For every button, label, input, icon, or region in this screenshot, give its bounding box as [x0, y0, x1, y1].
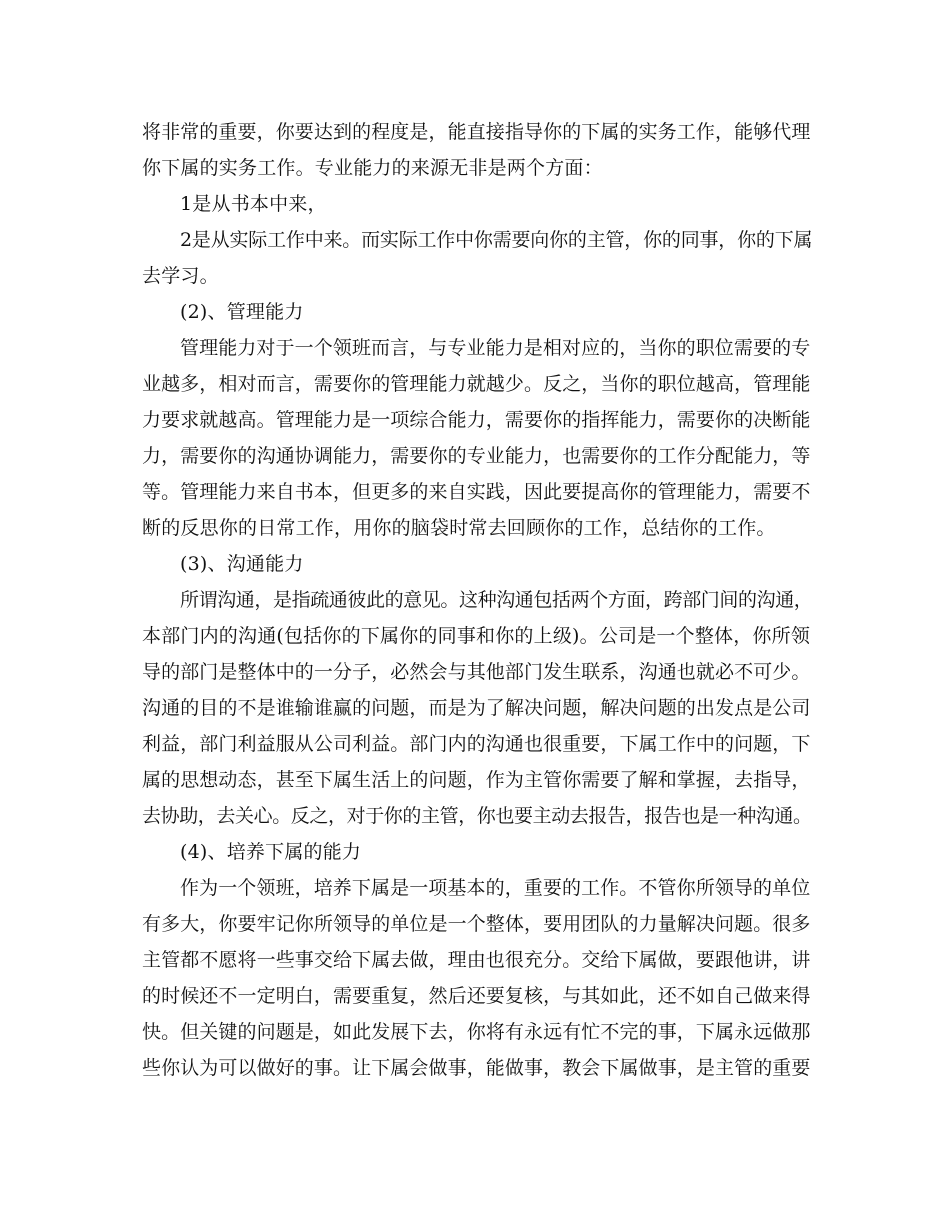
text-line: 利益，部门利益服从公司利益。部门内的沟通也很重要，下属工作中的问题，下 — [142, 733, 811, 755]
section-heading: (3)、沟通能力 — [180, 553, 304, 575]
list-item: 1是从书本中来， — [180, 193, 327, 215]
text-line: 力，需要你的沟通协调能力，需要你的专业能力，也需要你的工作分配能力，等 — [142, 445, 811, 467]
text-line: 作为一个领班，培养下属是一项基本的，重要的工作。不管你所领导的单位 — [180, 877, 811, 899]
text-line: 沟通的目的不是谁输谁赢的问题，而是为了解决问题，解决问题的出发点是公司 — [142, 697, 811, 719]
text-line: 本部门内的沟通(包括你的下属你的同事和你的上级)。公司是一个整体，你所领 — [142, 625, 811, 647]
section-heading: (4)、培养下属的能力 — [180, 841, 362, 863]
text-line: 你下属的实务工作。专业能力的来源无非是两个方面： — [142, 157, 603, 179]
text-line: 的时候还不一定明白，需要重复，然后还要复核，与其如此，还不如自己做来得 — [142, 985, 811, 1007]
section-heading: (2)、管理能力 — [180, 301, 304, 323]
text-line: 力要求就越高。管理能力是一项综合能力，需要你的指挥能力，需要你的决断能 — [142, 409, 811, 431]
text-line: 主管都不愿将一些事交给下属去做，理由也很充分。交给下属做，要跟他讲，讲 — [142, 949, 811, 971]
text-line: 所谓沟通，是指疏通彼此的意见。这种沟通包括两个方面，跨部门间的沟通， — [180, 589, 813, 611]
list-item: 2是从实际工作中来。而实际工作中你需要向你的主管，你的同事，你的下属 — [180, 229, 813, 251]
text-line: 些你认为可以做好的事。让下属会做事，能做事，教会下属做事，是主管的重要 — [142, 1057, 811, 1079]
text-line: 去协助，去关心。反之，对于你的主管，你也要主动去报告，报告也是一种沟通。 — [142, 805, 812, 827]
text-line: 导的部门是整体中的一分子，必然会与其他部门发生联系，沟通也就必不可少。 — [142, 661, 811, 683]
text-line: 去学习。 — [142, 265, 219, 287]
text-line: 将非常的重要，你要达到的程度是，能直接指导你的下属的实务工作，能够代理 — [142, 121, 811, 143]
text-line: 等。管理能力来自书本，但更多的来自实践，因此要提高你的管理能力，需要不 — [142, 481, 811, 503]
text-line: 快。但关键的问题是，如此发展下去，你将有永远有忙不完的事，下属永远做那 — [142, 1021, 811, 1043]
text-line: 属的思想动态，甚至下属生活上的问题，作为主管你需要了解和掌握，去指导， — [142, 769, 811, 791]
text-line: 断的反思你的日常工作，用你的脑袋时常去回顾你的工作，总结你的工作。 — [142, 517, 776, 539]
text-line: 业越多，相对而言，需要你的管理能力就越少。反之，当你的职位越高，管理能 — [142, 373, 811, 395]
text-line: 有多大，你要牢记你所领导的单位是一个整体，要用团队的力量解决问题。很多 — [142, 913, 811, 935]
text-line: 管理能力对于一个领班而言，与专业能力是相对应的，当你的职位需要的专 — [180, 337, 811, 359]
